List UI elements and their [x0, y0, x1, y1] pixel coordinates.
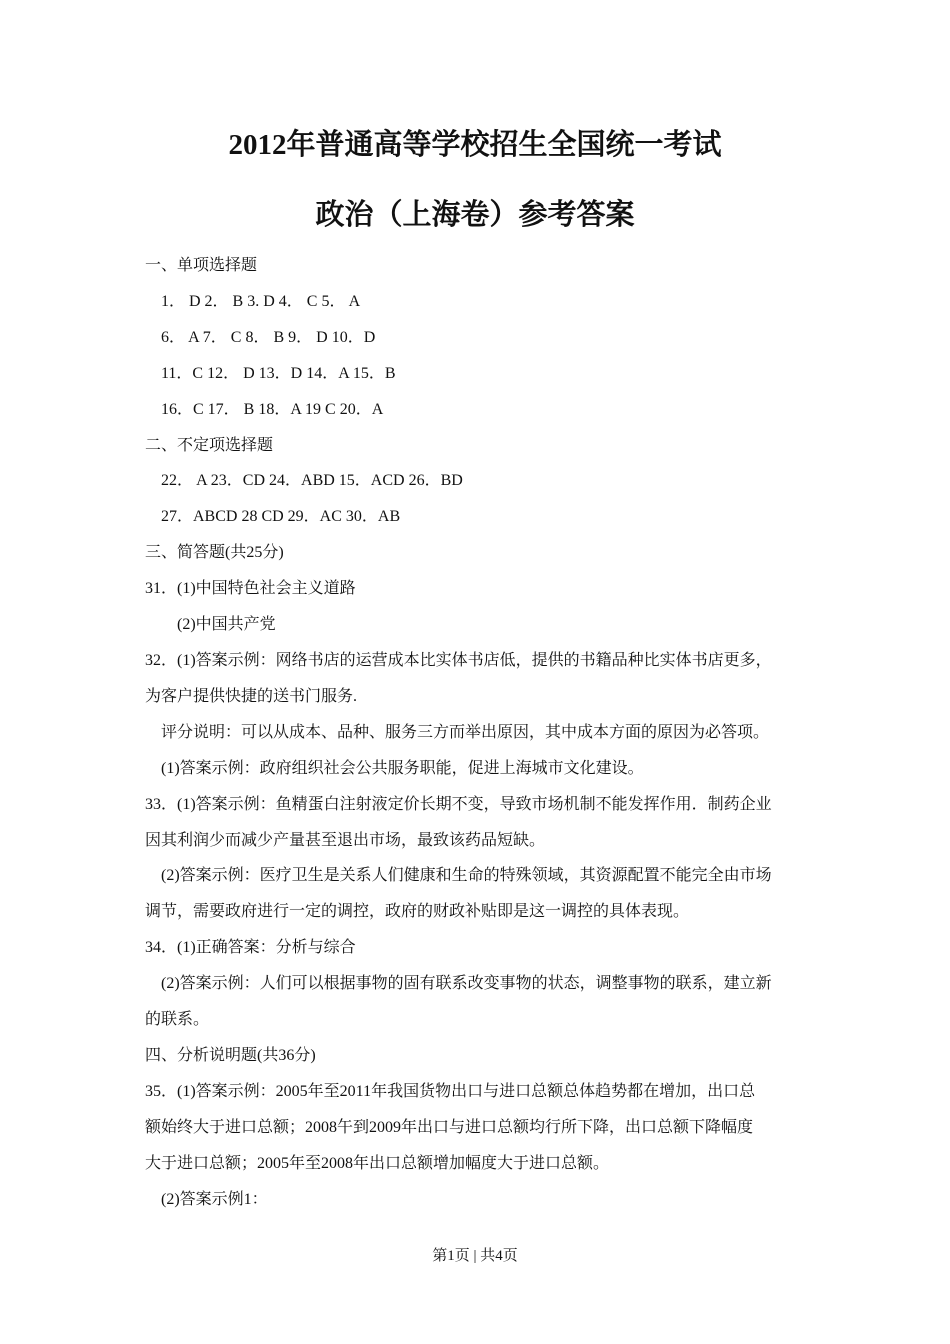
- text-line: 为客户提供快捷的送书门服务.: [145, 687, 358, 705]
- text-line: 33．(1)答案示例：鱼精蛋白注射液定价长期不变，导致市场机制不能发挥作用．制药企业: [145, 795, 772, 813]
- text-line: 大于进口总额；2005年至2008年出口总额增加幅度大于进口总额。: [145, 1154, 610, 1172]
- text-line: 三、简答题(共25分): [145, 544, 284, 562]
- text-line: 1． D 2． B 3. D 4． C 5． A: [161, 292, 361, 310]
- text-line: 的联系。: [145, 1011, 210, 1029]
- document-subtitle: 政治（上海卷）参考答案: [315, 199, 635, 231]
- document-title: 2012年普通高等学校招生全国统一考试: [228, 129, 722, 161]
- text-line: 调节，需要政府进行一定的调控，政府的财政补贴即是这一调控的具体表现。: [145, 903, 690, 921]
- text-line: 32．(1)答案示例：网络书店的运营成本比实体书店低，提供的书籍品种比实体书店更多，: [145, 651, 772, 669]
- text-line: (2)中国共产党: [177, 616, 276, 634]
- text-line: 34．(1)正确答案：分析与综合: [145, 939, 356, 957]
- text-line: 四、分析说明题(共36分): [145, 1046, 316, 1064]
- text-line: 16．C 17． B 18．A 19 C 20．A: [161, 400, 384, 418]
- text-line: 二、不定项选择题: [145, 436, 274, 454]
- text-line: (2)答案示例1：: [161, 1190, 268, 1208]
- text-line: (2)答案示例：人们可以根据事物的固有联系改变事物的状态，调整事物的联系，建立新: [161, 975, 772, 993]
- text-line: 一、单项选择题: [145, 257, 258, 274]
- text-line: 额始终大于进口总额；2008午到2009年出口与进口总额均行所下降，出口总额下降幅度: [145, 1118, 754, 1136]
- text-line: 22． A 23．CD 24．ABD 15．ACD 26．BD: [161, 472, 463, 490]
- text-line: 27．ABCD 28 CD 29．AC 30．AB: [161, 508, 401, 526]
- text-line: 35．(1)答案示例：2005年至2011年我国货物出口与进口总额总体趋势都在增加，出口总: [145, 1082, 756, 1100]
- text-line: 评分说明：可以从成本、品种、服务三方而举出原因，其中成本方面的原因为必答项。: [161, 723, 770, 741]
- text-line: (2)答案示例：医疗卫生是关系人们健康和生命的特殊领域，其资源配置不能完全由市场: [161, 867, 772, 885]
- text-line: 11．C 12． D 13．D 14．A 15．B: [161, 364, 396, 382]
- text-line: 6． A 7． C 8． B 9． D 10．D: [161, 328, 376, 346]
- text-line: 31．(1)中国特色社会主义道路: [145, 580, 356, 598]
- text-line: 因其利润少而减少产量甚至退出市场，最致该药品短缺。: [145, 831, 546, 849]
- answer-content: [145, 248, 810, 1217]
- page-footer: 第1页 | 共4页: [432, 1248, 518, 1264]
- text-line: (1)答案示例：政府组织社会公共服务职能，促进上海城市文化建设。: [161, 759, 644, 777]
